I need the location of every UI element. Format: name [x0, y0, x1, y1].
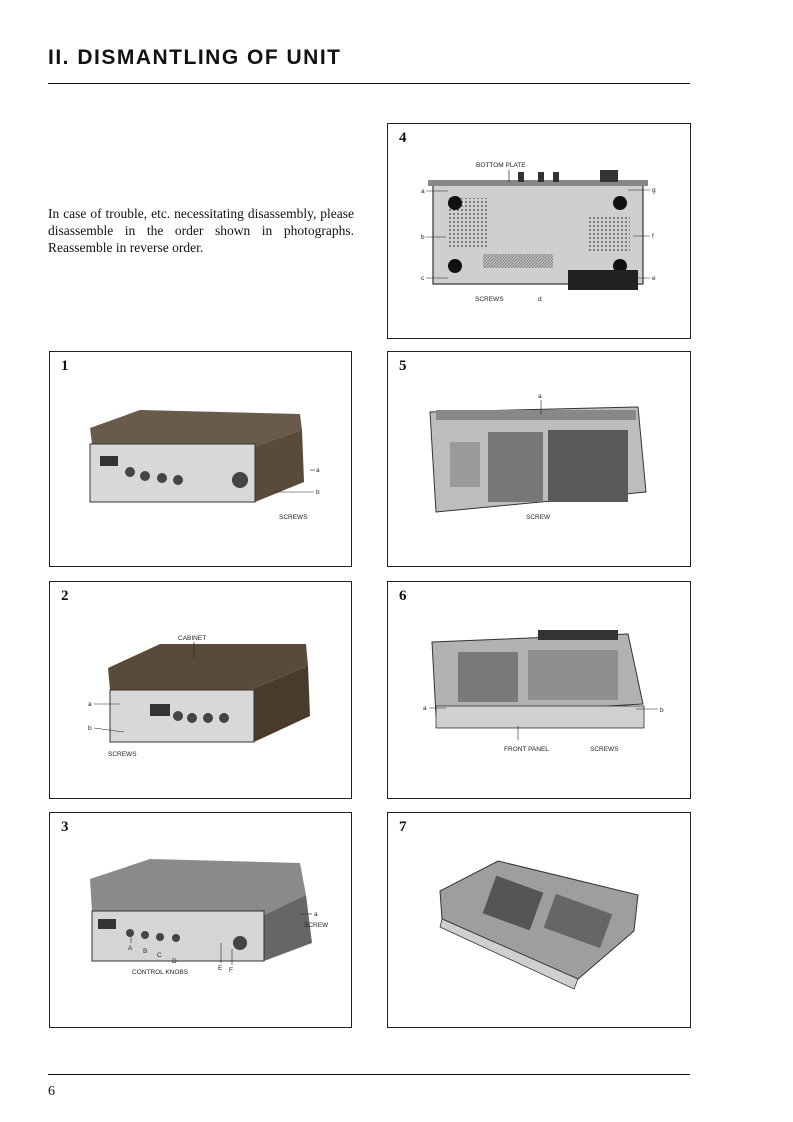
label-B: B	[143, 948, 148, 955]
label-a: a	[423, 705, 427, 712]
label-bottom-plate: BOTTOM PLATE	[476, 162, 526, 169]
label-screw: SCREW	[526, 514, 551, 521]
figure-number: 7	[399, 819, 407, 835]
figure-7-photo	[388, 813, 690, 1027]
figure-6-photo	[388, 582, 690, 798]
figure-number: 3	[61, 819, 69, 835]
label-b: b	[421, 234, 425, 241]
figure-2	[49, 581, 352, 799]
figure-number: 6	[399, 588, 407, 604]
figure-2-photo	[50, 582, 351, 798]
label-a: a	[88, 701, 92, 708]
label-f: f	[652, 233, 654, 240]
label-e: e	[652, 275, 656, 282]
label-a: a	[421, 188, 425, 195]
figure-number: 1	[61, 358, 69, 374]
label-front-panel: FRONT PANEL	[504, 746, 549, 753]
figure-7	[387, 812, 691, 1028]
label-C: C	[157, 952, 162, 959]
label-a: a	[314, 911, 318, 918]
label-screws: SCREWS	[475, 296, 504, 303]
label-E: E	[218, 965, 223, 972]
label-a: a	[316, 467, 320, 474]
figure-number: 2	[61, 588, 69, 604]
figure-6	[387, 581, 691, 799]
label-b: b	[88, 725, 92, 732]
label-a: a	[538, 393, 542, 400]
label-screws: SCREWS	[108, 751, 137, 758]
figure-5-photo	[388, 352, 690, 566]
label-c: c	[421, 275, 425, 282]
figure-4	[387, 123, 691, 339]
label-b: b	[660, 707, 664, 714]
page-title: II. DISMANTLING OF UNIT	[48, 46, 342, 69]
footer-rule	[48, 1074, 690, 1075]
header-rule	[48, 83, 690, 84]
figure-3	[49, 812, 352, 1028]
label-screws: SCREWS	[279, 514, 308, 521]
figure-3-photo	[50, 813, 351, 1027]
label-screw: SCREW	[304, 922, 329, 929]
label-g: g	[652, 187, 656, 194]
figure-4-photo	[388, 124, 690, 338]
intro-paragraph: In case of trouble, etc. necessitating disassembly, please disassemble in the order shown in photographs. Reassemble in reverse order.	[48, 206, 354, 255]
figure-1-photo	[50, 352, 351, 566]
label-D: D	[172, 958, 177, 965]
label-F: F	[229, 967, 233, 974]
figure-number: 4	[399, 130, 407, 146]
intro-text	[48, 205, 354, 256]
label-b: b	[316, 489, 320, 496]
page-number: 6	[48, 1084, 55, 1099]
figure-1	[49, 351, 352, 567]
figure-5	[387, 351, 691, 567]
label-d: d	[538, 296, 542, 303]
figure-number: 5	[399, 358, 407, 374]
label-A: A	[128, 945, 133, 952]
label-control-knobs: CONTROL KNOBS	[132, 969, 189, 976]
label-cabinet: CABINET	[178, 635, 207, 642]
label-screws: SCREWS	[590, 746, 619, 753]
